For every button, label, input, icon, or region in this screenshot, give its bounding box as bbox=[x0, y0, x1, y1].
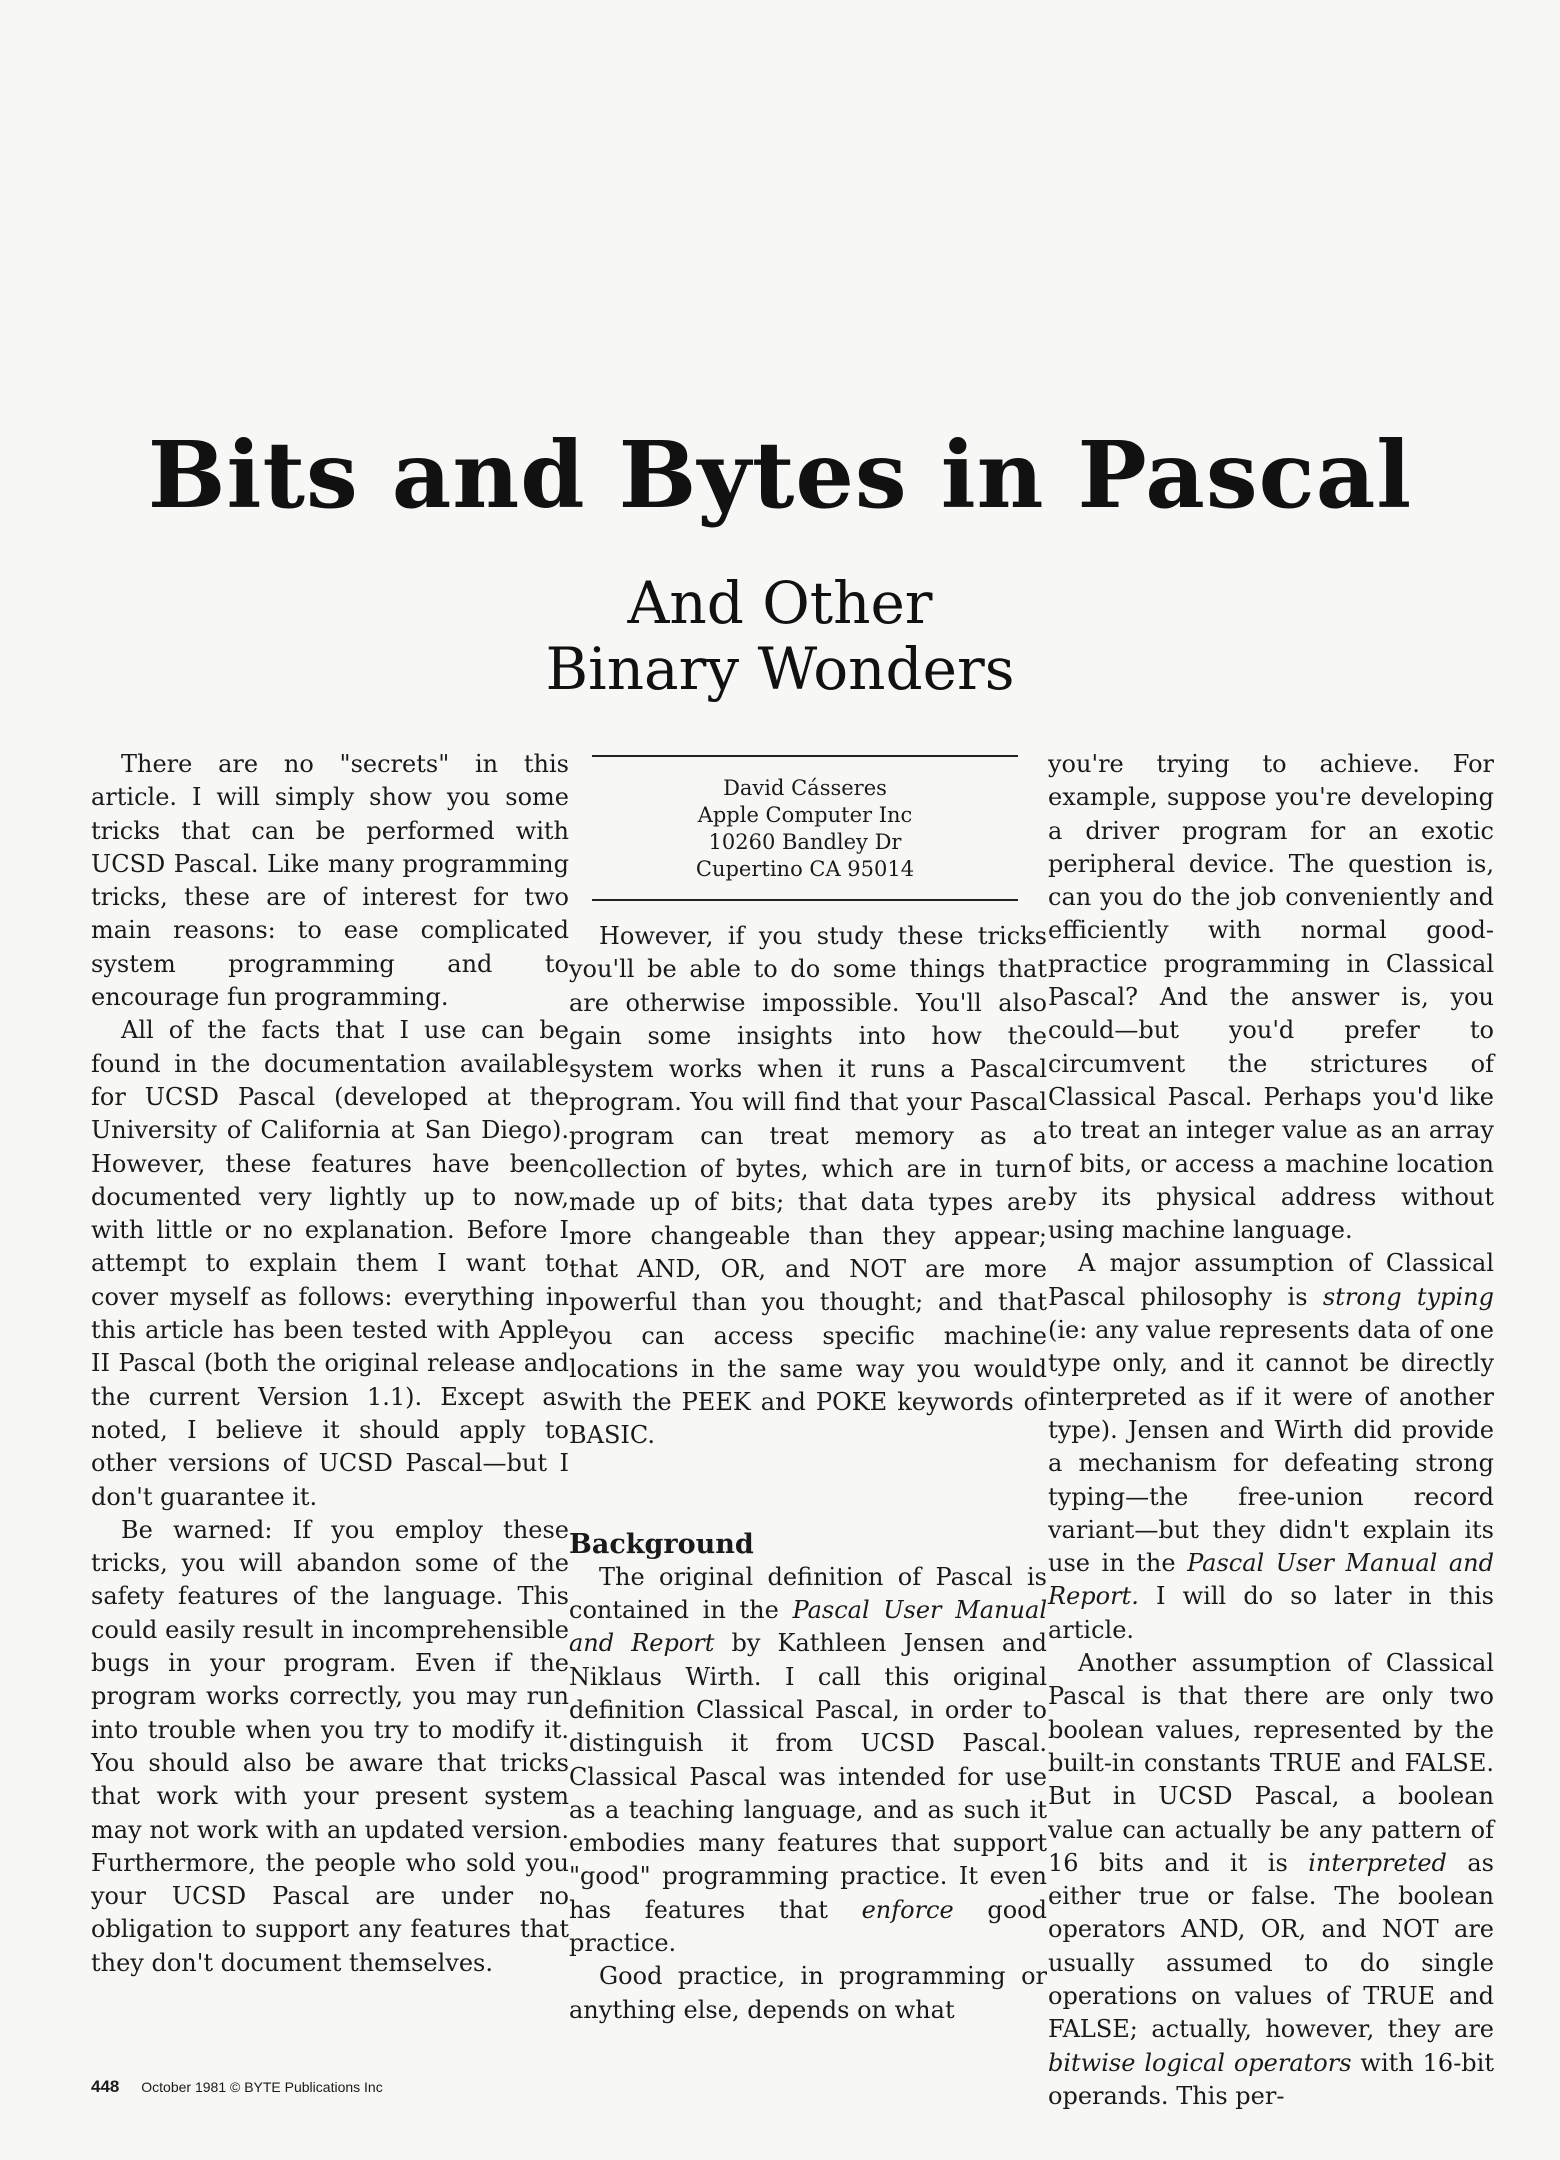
author-street: 10260 Bandley Dr bbox=[708, 830, 902, 854]
footer-credit: October 1981 © BYTE Publications Inc bbox=[141, 2079, 383, 2095]
page-number: 448 bbox=[91, 2077, 120, 2096]
author-name: David Cásseres bbox=[723, 776, 887, 800]
column-2 bbox=[569, 920, 1047, 2027]
author-company: Apple Computer Inc bbox=[697, 803, 913, 827]
column-3 bbox=[1048, 748, 1494, 2113]
col1-paragraph-2: All of the facts that I use can be found in the documentation available for UCSD Pascal (developed at the University of California at San Diego). However, these features have been documented very lightly up to now, with little or no explanation. Before I attempt to explain them I want to cover myself as follows: everything in this article has been tested with Apple II Pascal (both the original release and the current Version 1.1). Except as noted, I believe it should apply to other versions of UCSD Pascal—but I don't guarantee it. bbox=[91, 1016, 569, 1511]
page-footer bbox=[91, 2077, 383, 2097]
article-subtitle bbox=[0, 570, 1560, 702]
author-byline bbox=[592, 755, 1018, 901]
col3-paragraph-3: Another assumption of Classical Pascal is that there are only two boolean values, represented by the built-in constants TRUE and FALSE. But in UCSD Pascal, a boolean value can actually be any pattern of 16 bits and it is interpreted as either true or false. The boolean operators AND, OR, and NOT are usually assumed to do single operations on values of TRUE and FALSE; actually, however, they are bitwise logical operators with 16-bit operands. This per- bbox=[1048, 1649, 1494, 2110]
col3-paragraph-1: you're trying to achieve. For example, suppose you're developing a driver program for an exotic peripheral device. The question is, can you do the job conveniently and efficiently with normal good-practice programming in Classical Pascal? And the answer is, you could—but you'd prefer to circumvent the strictures of Classical Pascal. Perhaps you'd like to treat an integer value as an array of bits, or access a machine location by its physical address without using machine language. bbox=[1048, 750, 1494, 1245]
col2-paragraph-3: Good practice, in programming or anything else, depends on what bbox=[569, 1962, 1047, 2024]
article-title: Bits and Bytes in Pascal bbox=[147, 421, 1413, 529]
subtitle-line-1: And Other bbox=[627, 569, 933, 637]
col3-paragraph-2: A major assumption of Classical Pascal philosophy is strong typing (ie: any value represents data of one type only, and it cannot be directly interpreted as if it were of another type). Jensen and Wirth did provide a mechanism for defeating strong typing—the free-union record variant—but they didn't explain its use in the Pascal User Manual and Report. I will do so later in this article. bbox=[1048, 1249, 1494, 1644]
section-heading-background: Background bbox=[569, 1528, 754, 1560]
col2-paragraph-1: However, if you study these tricks you'll be able to do some things that are otherwise impossible. You'll also gain some insights into how the system works when it runs a Pascal program. You will find that your Pascal program can treat memory as a collection of bytes, which are in turn made up of bits; that data types are more changeable than they appear; that AND, OR, and NOT are more powerful than you thought; and that you can access specific machine locations in the same way you would with the PEEK and POKE keywords of BASIC. bbox=[569, 922, 1047, 1450]
col1-paragraph-1: There are no "secrets" in this article. I will simply show you some tricks that can be performed with UCSD Pascal. Like many programming tricks, these are of interest for two main reasons: to ease complicated system programming and to encourage fun programming. bbox=[91, 750, 569, 1012]
column-1 bbox=[91, 748, 569, 1980]
col2-paragraph-2: The original definition of Pascal is contained in the Pascal User Manual and Report by Kathleen Jensen and Niklaus Wirth. I call this original definition Classical Pascal, in order to distinguish it from UCSD Pascal. Classical Pascal was intended for use as a teaching language, and as such it embodies many features that support "good" programming practice. It even has features that enforce good practice. bbox=[569, 1562, 1048, 1958]
subtitle-line-2: Binary Wonders bbox=[545, 635, 1015, 703]
col1-paragraph-3: Be warned: If you employ these tricks, you will abandon some of the safety features of the language. This could easily result in incomprehensible bugs in your program. Even if the program works correctly, you may run into trouble when you try to modify it. You should also be aware that tricks that work with your present system may not work with an updated version. Furthermore, the people who sold you your UCSD Pascal are under no obligation to support any features that they don't document themselves. bbox=[91, 1515, 569, 1977]
author-city: Cupertino CA 95014 bbox=[695, 857, 915, 881]
